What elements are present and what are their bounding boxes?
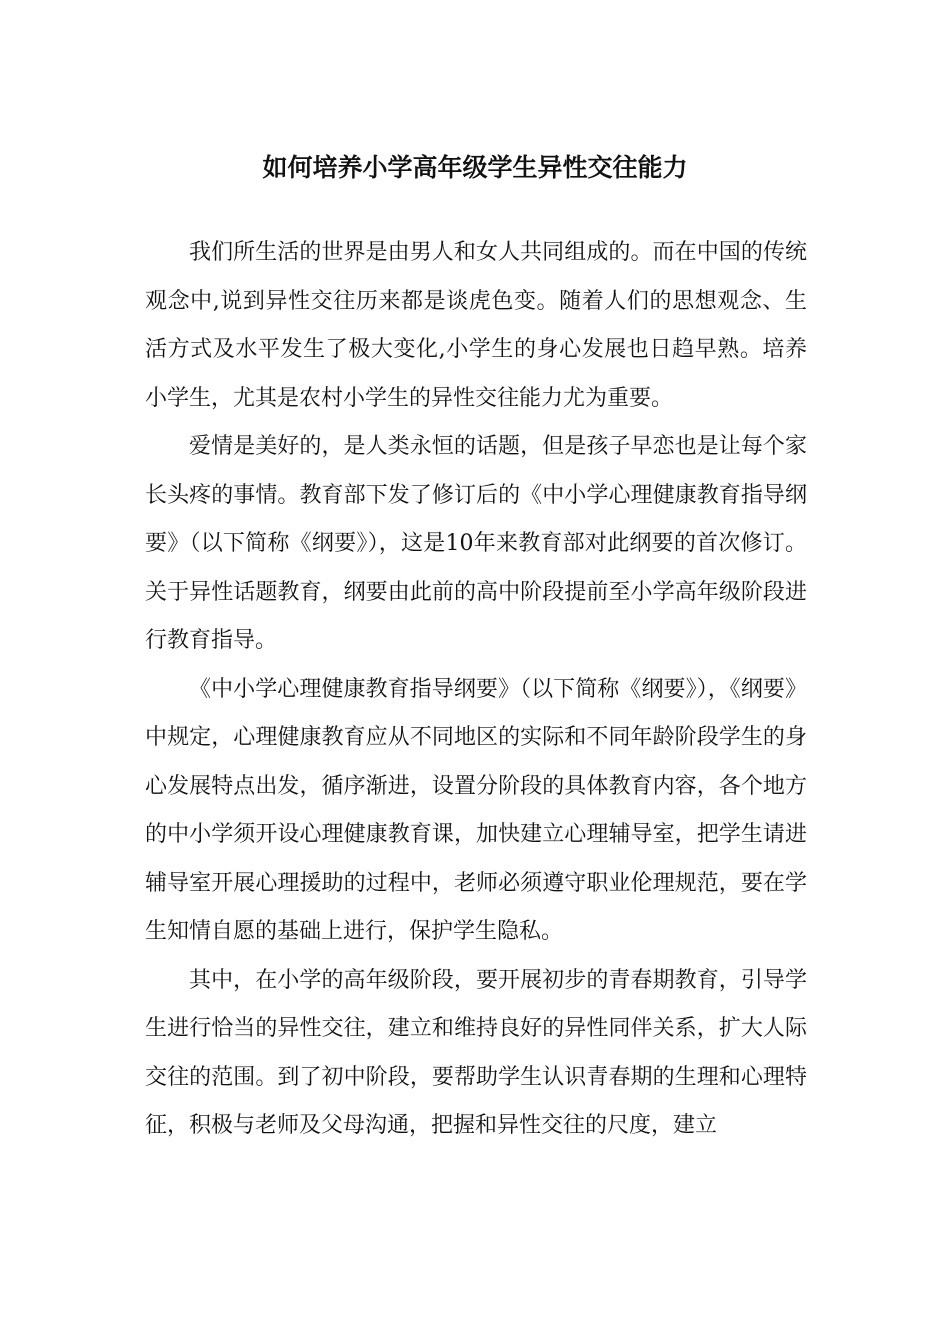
paragraph: 爱情是美好的，是人类永恒的话题，但是孩子早恋也是让每个家长头疼的事情。教育部下发了修订后的《中小学心理健康教育指导纲要》（以下简称《纲要》），这是10年来教育部对此纲要的首次修订。关于异性话题教育，纲要由此前的高中阶段提前至小学高年级阶段进行教育指导。	[145, 434, 807, 653]
document-body	[145, 229, 807, 1151]
paragraph: 我们所生活的世界是由男人和女人共同组成的。而在中国的传统观念中,说到异性交往历来都是谈虎色变。随着人们的思想观念、生活方式及水平发生了极大变化,小学生的身心发展也日趋早熟。培养小学生，尤其是农村小学生的异性交往能力尤为重要。	[145, 240, 807, 411]
paragraph: 其中，在小学的高年级阶段，要开展初步的青春期教育，引导学生进行恰当的异性交往，建立和维持良好的异性同伴关系，扩大人际交往的范围。到了初中阶段，要帮助学生认识青春期的生理和心理特征，积极与老师及父母沟通，把握和异性交往的尺度，建立	[145, 967, 807, 1138]
paragraph: 《中小学心理健康教育指导纲要》（以下简称《纲要》），《纲要》中规定，心理健康教育应从不同地区的实际和不同年龄阶段学生的身心发展特点出发，循序渐进，设置分阶段的具体教育内容，各个地方的中小学须开设心理健康教育课，加快建立心理辅导室，把学生请进辅导室开展心理援助的过程中，老师必须遵守职业伦理规范，要在学生知情自愿的基础上进行，保护学生隐私。	[145, 676, 807, 944]
document-title: 如何培养小学高年级学生异性交往能力	[262, 152, 688, 182]
